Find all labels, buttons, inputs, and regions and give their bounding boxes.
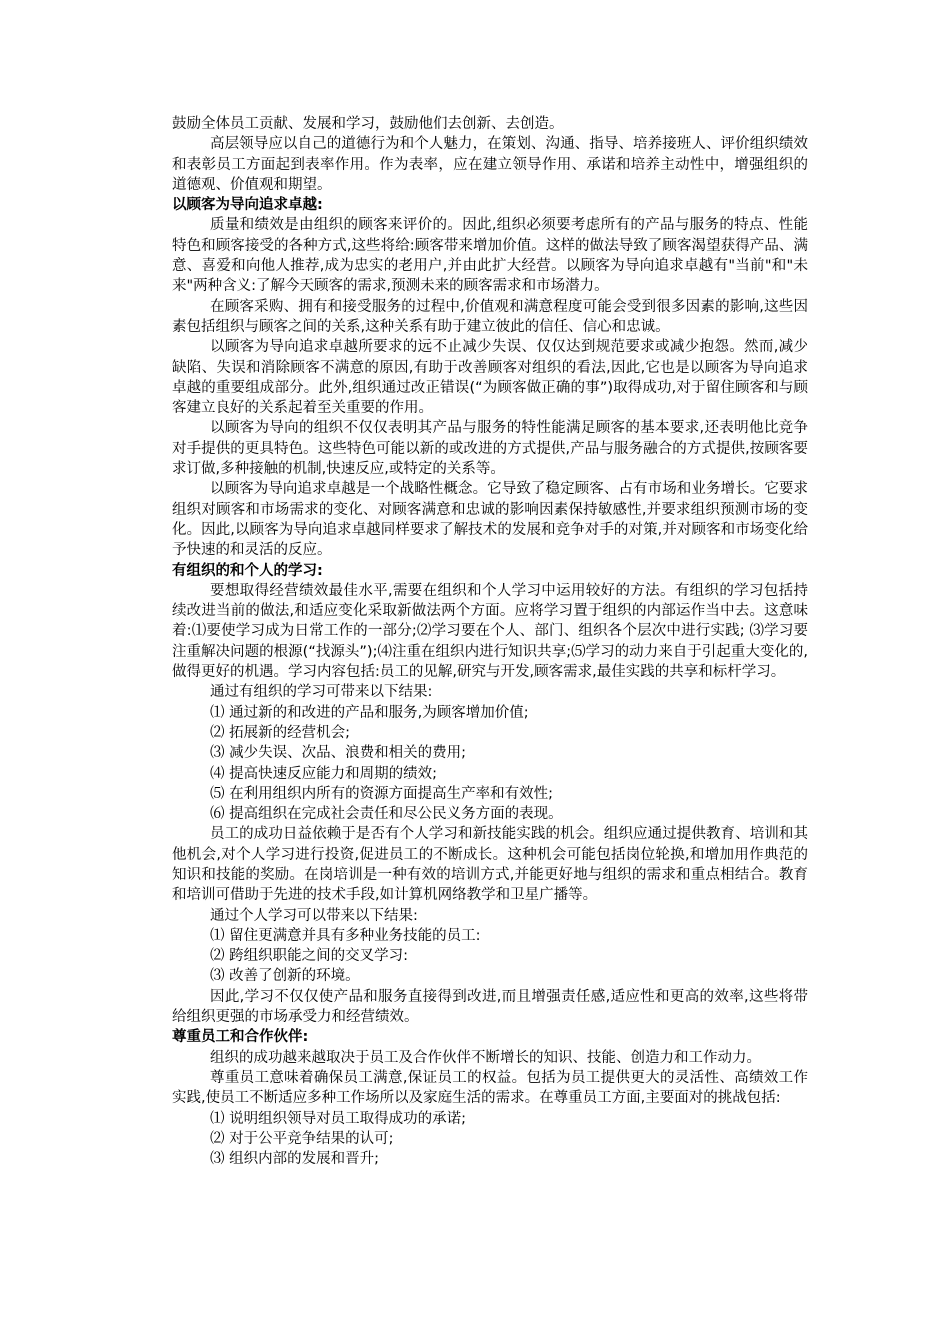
paragraph: 以顾客为导向的组织不仅仅表明其产品与服务的特性能满足顾客的基本要求,还表明他比竞争对手提供的更具特色。这些特色可能以新的或改进的方式提供,产品与服务融合的方式提供,按顾客要求订做,多种接触的机制,快速反应,或特定的关系等。 xyxy=(172,420,808,478)
section-heading: 有组织的和个人的学习: xyxy=(172,562,323,579)
paragraph: 鼓励全体员工贡献、发展和学习，鼓励他们去创新、去创造。 xyxy=(172,116,564,132)
list-item: ⑶ 改善了创新的环境。 xyxy=(210,968,360,985)
list-item: ⑵ 跨组织职能之间的交叉学习: xyxy=(210,948,408,965)
list-item: ⑴ 留住更满意并具有多种业务技能的员工: xyxy=(210,927,481,944)
paragraph: 组织的成功越来越取决于员工及合作伙伴不断增长的知识、技能、创造力和工作动力。 xyxy=(210,1049,761,1066)
list-item: ⑷ 提高快速反应能力和周期的绩效; xyxy=(210,765,437,782)
paragraph: 员工的成功日益依赖于是否有个人学习和新技能实践的机会。组织应通过提供教育、培训和其他机会,对个人学习进行投资,促进员工的不断成长。这种机会可能包括岗位轮换,和增加用作典范的知识和技能的奖励。在岗培训是一种有效的培训方式,并能更好地与组织的需求和重点相结合。教育和培训可借助于先进的技术手段,如计算机网络教学和卫星广播等。 xyxy=(172,826,808,904)
paragraph: 尊重员工意味着确保员工满意,保证员工的权益。包括为员工提供更大的灵活性、高绩效工作实践,使员工不断适应多种工作场所以及家庭生活的需求。在尊重员工方面,主要面对的挑战包括: xyxy=(172,1069,808,1107)
paragraph: 要想取得经营绩效最佳水平,需要在组织和个人学习中运用较好的方法。有组织的学习包括持续改进当前的做法,和适应变化采取新做法两个方面。应将学习置于组织的内部运作当中去。这意味着:⑴要使学习成为日常工作的一部分;⑵学习要在个人、部门、组织各个层次中进行实践; ⑶学习要注重解决问题的根源(“找源头”);⑷注重在组织内进行知识共享;⑸学习的动力来自于引起重大变化的,做得更好的机遇。学习内容包括:员工的见解,研究与开发,顾客需求,最佳实践的共享和标杆学习。 xyxy=(172,582,808,681)
paragraph: 以顾客为导向追求卓越所要求的远不止减少失误、仅仅达到规范要求或减少抱怨。然而,减少缺陷、失误和消除顾客不满意的原因,有助于改善顾客对组织的看法,因此,它也是以顾客为导向追求卓越的重要组成部分。此外,组织通过改正错误(“为顾客做正确的事”)取得成功,对于留住顾客和与顾客建立良好的关系起着至关重要的作用。 xyxy=(172,339,808,417)
paragraph: 通过个人学习可以带来以下结果: xyxy=(210,907,418,924)
section-heading: 尊重员工和合作伙伴: xyxy=(172,1029,309,1046)
paragraph: 高层领导应以自己的道德行为和个人魅力，在策划、沟通、指导、培养接班人、评价组织绩效和表彰员工方面起到表率作用。作为表率，应在建立领导作用、承诺和培养主动性中，增强组织的道德观、价值观和期望。 xyxy=(172,136,808,193)
paragraph: 因此,学习不仅仅使产品和服务直接得到改进,而且增强责任感,适应性和更高的效率,这些将带给组织更强的市场承受力和经营绩效。 xyxy=(172,988,808,1026)
list-item: ⑸ 在利用组织内所有的资源方面提高生产率和有效性; xyxy=(210,785,553,802)
paragraph: 通过有组织的学习可带来以下结果: xyxy=(210,684,433,701)
list-item: ⑴ 说明组织领导对员工取得成功的承诺; xyxy=(210,1110,466,1127)
section-heading: 以顾客为导向追求卓越: xyxy=(172,197,323,214)
list-item: ⑶ 组织内部的发展和晋升; xyxy=(210,1151,379,1168)
list-item: ⑵ 对于公平竞争结果的认可; xyxy=(210,1130,394,1147)
paragraph: 质量和绩效是由组织的顾客来评价的。因此,组织必须要考虑所有的产品与服务的特点、性能特色和顾客接受的各种方式,这些将给:顾客带来增加价值。这样的做法导致了顾客渴望获得产品、满意、喜爱和向他人推荐,成为忠实的老用户,并由此扩大经营。以顾客为导向追求卓越有"当前"和"未来"两种含义:了解今天顾客的需求,预测未来的顾客需求和市场潜力。 xyxy=(172,217,808,295)
list-item: ⑴ 通过新的和改进的产品和服务,为顾客增加价值; xyxy=(210,704,529,721)
list-item: ⑵ 拓展新的经营机会; xyxy=(210,724,350,741)
list-item: ⑶ 减少失误、次品、浪费和相关的费用; xyxy=(210,745,466,762)
paragraph: 以顾客为导向追求卓越是一个战略性概念。它导致了稳定顾客、占有市场和业务增长。它要求组织对顾客和市场需求的变化、对顾客满意和忠诚的影响因素保持敏感性,并要求组织预测市场的变化。因此,以顾客为导向追求卓越同样要求了解技术的发展和竞争对手的对策,并对顾客和市场变化给予快速的和灵活的反应。 xyxy=(172,481,808,559)
paragraph: 在顾客采购、拥有和接受服务的过程中,价值观和满意程度可能会受到很多因素的影响,这些因素包括组织与顾客之间的关系,这种关系有助于建立彼此的信任、信心和忠诚。 xyxy=(172,298,808,335)
document-page xyxy=(172,114,808,1169)
list-item: ⑹ 提高组织在完成社会责任和尽公民义务方面的表现。 xyxy=(210,806,563,823)
